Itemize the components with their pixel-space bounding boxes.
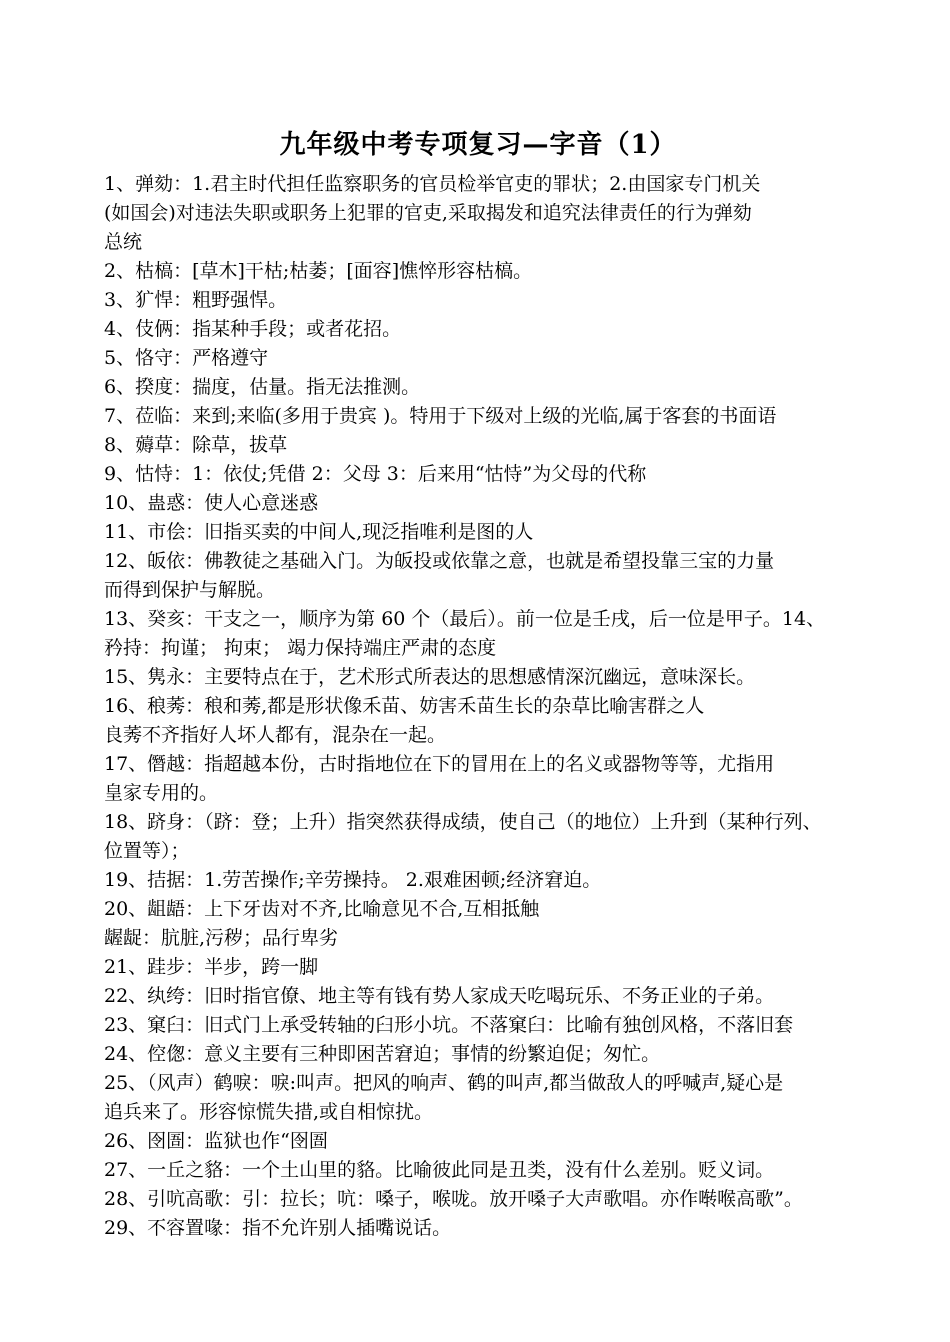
entry-line: 24、倥偬：意义主要有三种即困苦窘迫；事情的纷繁迫促；匆忙。 <box>104 1043 661 1065</box>
entry-line: 17、僭越：指超越本份，古时指地位在下的冒用在上的名义或器物等等，尤指用 <box>104 753 775 775</box>
entry-item <box>104 663 852 692</box>
entry-item <box>104 286 852 315</box>
entry-line: 总统 <box>104 231 143 253</box>
entry-line: 而得到保护与解脱。 <box>104 579 276 601</box>
entry-line: 25、（风声）鹤唳：唳:叫声。把风的响声、鹤的叫声,都当做敌人的呼喊声,疑心是 <box>104 1072 784 1094</box>
entry-line: 4、伎俩：指某种手段；或者花招。 <box>104 318 402 340</box>
entry-line: 追兵来了。形容惊慌失措,或自相惊扰。 <box>104 1101 434 1123</box>
entry-item <box>104 1069 852 1127</box>
entry-item <box>104 431 852 460</box>
document-page <box>104 120 852 1243</box>
entry-item <box>104 402 852 431</box>
entry-line: 6、揆度：揣度，估量。指无法推测。 <box>104 376 421 398</box>
entry-line: 7、莅临：来到;来临(多用于贵宾 )。特用于下级对上级的光临,属于客套的书面语 <box>104 405 777 427</box>
entry-line: 11、市侩：旧指买卖的中间人,现泛指唯利是图的人 <box>104 521 534 543</box>
entry-item <box>104 170 852 257</box>
entry-line: 10、蛊惑：使人心意迷惑 <box>104 492 319 514</box>
entry-item <box>104 489 852 518</box>
entry-item <box>104 547 852 605</box>
entry-item <box>104 344 852 373</box>
entry-item <box>104 692 852 750</box>
entry-item <box>104 895 852 953</box>
entry-line: 27、一丘之貉：一个土山里的貉。比喻彼此同是丑类，没有什么差别。贬义词。 <box>104 1159 775 1181</box>
entry-line: 8、薅草：除草，拔草 <box>104 434 288 456</box>
entry-line: 皇家专用的。 <box>104 782 219 804</box>
entry-line: 5、恪守：严格遵守 <box>104 347 269 369</box>
document-title: 九年级中考专项复习—字音（1） <box>279 130 677 160</box>
entry-item <box>104 460 852 489</box>
entry-line: 13、癸亥：干支之一，顺序为第 60 个（最后）。前一位是壬戌，后一位是甲子。14、 <box>104 608 826 630</box>
entry-line: 16、稂莠：稂和莠,都是形状像禾苗、妨害禾苗生长的杂草比喻害群之人 <box>104 695 705 717</box>
entry-item <box>104 257 852 286</box>
entry-item <box>104 982 852 1011</box>
entry-line: 28、引吭高歌：引：拉长；吭：嗓子，喉咙。放开嗓子大声歌唱。亦作啭喉高歌”。 <box>104 1188 803 1210</box>
entry-line: 12、皈依：佛教徒之基础入门。为皈投或依靠之意，也就是希望投靠三宝的力量 <box>104 550 775 572</box>
entry-line: (如国会)对违法失职或职务上犯罪的官吏,采取揭发和追究法律责任的行为弹劾 <box>104 202 752 224</box>
entry-item <box>104 1214 852 1243</box>
entry-item <box>104 866 852 895</box>
entry-line: 3、犷悍：粗野强悍。 <box>104 289 288 311</box>
entry-item <box>104 808 852 866</box>
entry-line: 23、窠臼：旧式门上承受转轴的臼形小坑。不落窠臼：比喻有独创风格，不落旧套 <box>104 1014 794 1036</box>
entry-line: 2、枯槁：[草木]干枯;枯萎；[面容]憔悴形容枯槁。 <box>104 260 533 282</box>
entry-list <box>104 170 852 1243</box>
entry-line: 1、弹劾：1.君主时代担任监察职务的官员检举官吏的罪状；2.由国家专门机关 <box>104 173 761 195</box>
entry-item <box>104 518 852 547</box>
entry-line: 良莠不齐指好人坏人都有，混杂在一起。 <box>104 724 447 746</box>
entry-line: 18、跻身：（跻：登；上升）指突然获得成绩，使自己（的地位）上升到（某种行列、 <box>104 811 822 833</box>
entry-item <box>104 315 852 344</box>
entry-item <box>104 1156 852 1185</box>
entry-item <box>104 1040 852 1069</box>
entry-line: 15、隽永：主要特点在于，艺术形式所表达的思想感情深沉幽远，意味深长。 <box>104 666 756 688</box>
entry-item <box>104 953 852 982</box>
entry-item <box>104 1185 852 1214</box>
entry-item <box>104 605 852 663</box>
entry-line: 19、拮据：1.劳苦操作;辛劳操持。 2.艰难困顿;经济窘迫。 <box>104 869 602 891</box>
entry-line: 29、不容置喙：指不允许别人插嘴说话。 <box>104 1217 452 1239</box>
entry-item <box>104 750 852 808</box>
entry-item <box>104 1127 852 1156</box>
entry-line: 20、龃龉：上下牙齿对不齐,比喻意见不合,互相抵触 <box>104 898 540 920</box>
entry-line: 位置等）； <box>104 840 190 862</box>
entry-item <box>104 1011 852 1040</box>
entry-line: 22、纨绔：旧时指官僚、地主等有钱有势人家成天吃喝玩乐、不务正业的子弟。 <box>104 985 775 1007</box>
entry-line: 龌龊：肮脏,污秽；品行卑劣 <box>104 927 339 949</box>
entry-item <box>104 373 852 402</box>
entry-line: 矜持：拘谨； 拘束； 竭力保持端庄严肃的态度 <box>104 637 497 659</box>
entry-line: 21、跬步：半步，跨一脚 <box>104 956 319 978</box>
entry-line: 26、囹圄：监狱也作“囹圄 <box>104 1130 328 1152</box>
entry-line: 9、怙恃：1：依仗;凭借 2：父母 3：后来用“怙恃”为父母的代称 <box>104 463 647 485</box>
